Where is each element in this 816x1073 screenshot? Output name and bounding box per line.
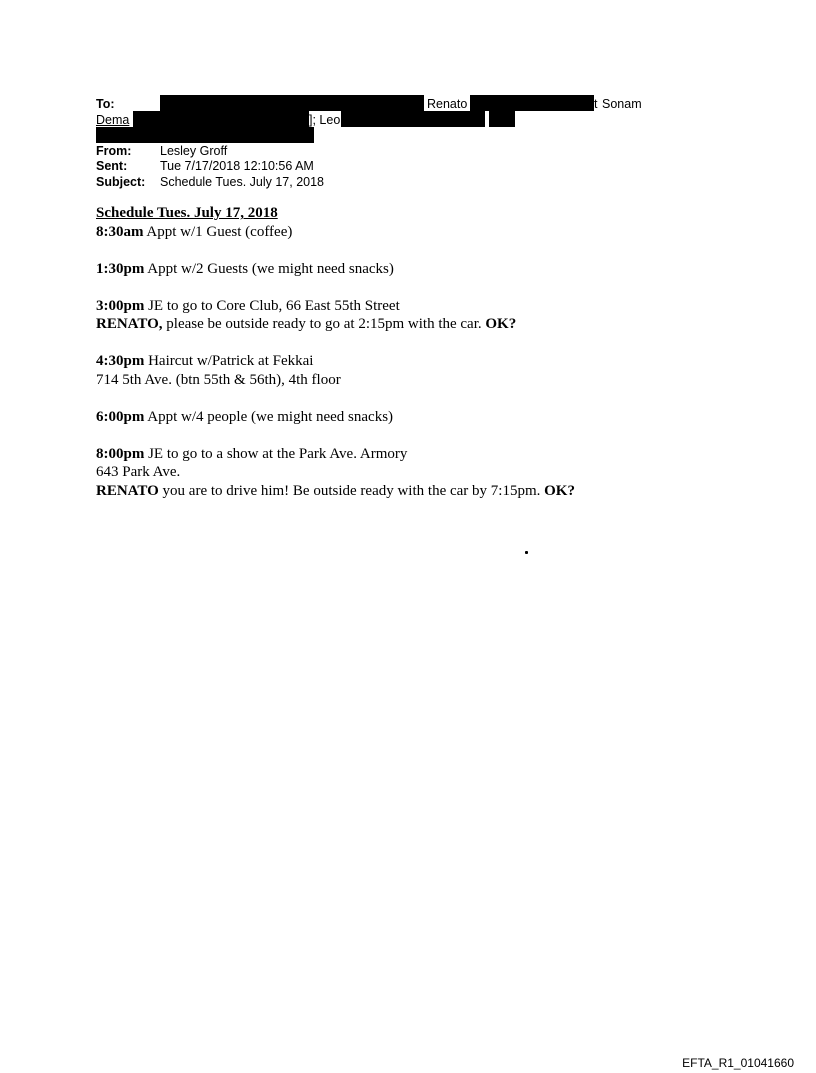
note-text: you are to drive him! Be outside ready with the car by 7:15pm. <box>158 482 545 499</box>
redaction-bar <box>160 95 424 111</box>
item-text: JE to go to a show at the Park Ave. Armory <box>144 445 408 462</box>
note-text: please be outside ready to go at 2:15pm with the car. <box>162 316 486 332</box>
schedule-item <box>96 352 736 371</box>
subject-value: Schedule Tues. July 17, 2018 <box>160 175 325 189</box>
to-recipient-renato: Renato <box>427 97 468 111</box>
to-recipient-dema: Dema <box>96 113 130 127</box>
schedule-note <box>96 482 736 501</box>
from-value: Lesley Groff <box>160 144 228 158</box>
item-address: 714 5th Ave. (btn 55th & 56th), 4th floor <box>96 371 341 388</box>
item-time: 4:30pm <box>96 353 145 369</box>
schedule-item <box>96 223 736 242</box>
redaction-bar <box>341 111 485 127</box>
to-separator: t <box>594 97 598 111</box>
to-label: To: <box>96 97 115 111</box>
item-time: 8:00pm <box>96 445 145 462</box>
item-text: Appt w/2 Guests (we might need snacks) <box>144 260 394 277</box>
from-label: From: <box>96 144 132 158</box>
message-body <box>96 204 736 500</box>
item-text: Appt w/4 people (we might need snacks) <box>144 408 394 425</box>
note-name: RENATO, <box>96 316 163 332</box>
schedule-item <box>96 260 736 279</box>
item-text: Haircut w/Patrick at Fekkai <box>144 353 314 369</box>
schedule-title: Schedule Tues. July 17, 2018 <box>96 205 278 221</box>
redaction-bar <box>489 111 515 127</box>
item-time: 6:00pm <box>96 408 145 425</box>
bates-number: EFTA_R1_01041660 <box>682 1056 794 1070</box>
redaction-bar <box>133 111 309 127</box>
item-text: Appt w/1 Guest (coffee) <box>143 223 293 240</box>
to-recipient-leo: ]; Leo <box>309 113 341 127</box>
sent-label: Sent: <box>96 159 128 173</box>
item-time: 3:00pm <box>96 297 145 314</box>
schedule-item <box>96 408 736 427</box>
schedule-note <box>96 315 736 334</box>
subject-label: Subject: <box>96 175 146 189</box>
redaction-bar <box>470 95 594 111</box>
note-name: RENATO <box>96 482 159 499</box>
item-text: JE to go to Core Club, 66 East 55th Street <box>144 297 400 314</box>
stray-mark <box>525 551 528 554</box>
item-time: 8:30am <box>96 223 144 240</box>
redaction-bar <box>96 127 314 143</box>
item-time: 1:30pm <box>96 260 145 277</box>
note-ok: OK? <box>544 482 575 499</box>
to-recipient-sonam: Sonam <box>602 97 642 111</box>
sent-value: Tue 7/17/2018 12:10:56 AM <box>160 159 314 173</box>
schedule-item <box>96 445 736 464</box>
schedule-item <box>96 297 736 316</box>
note-ok: OK? <box>485 316 517 332</box>
item-address: 643 Park Ave. <box>96 464 181 480</box>
